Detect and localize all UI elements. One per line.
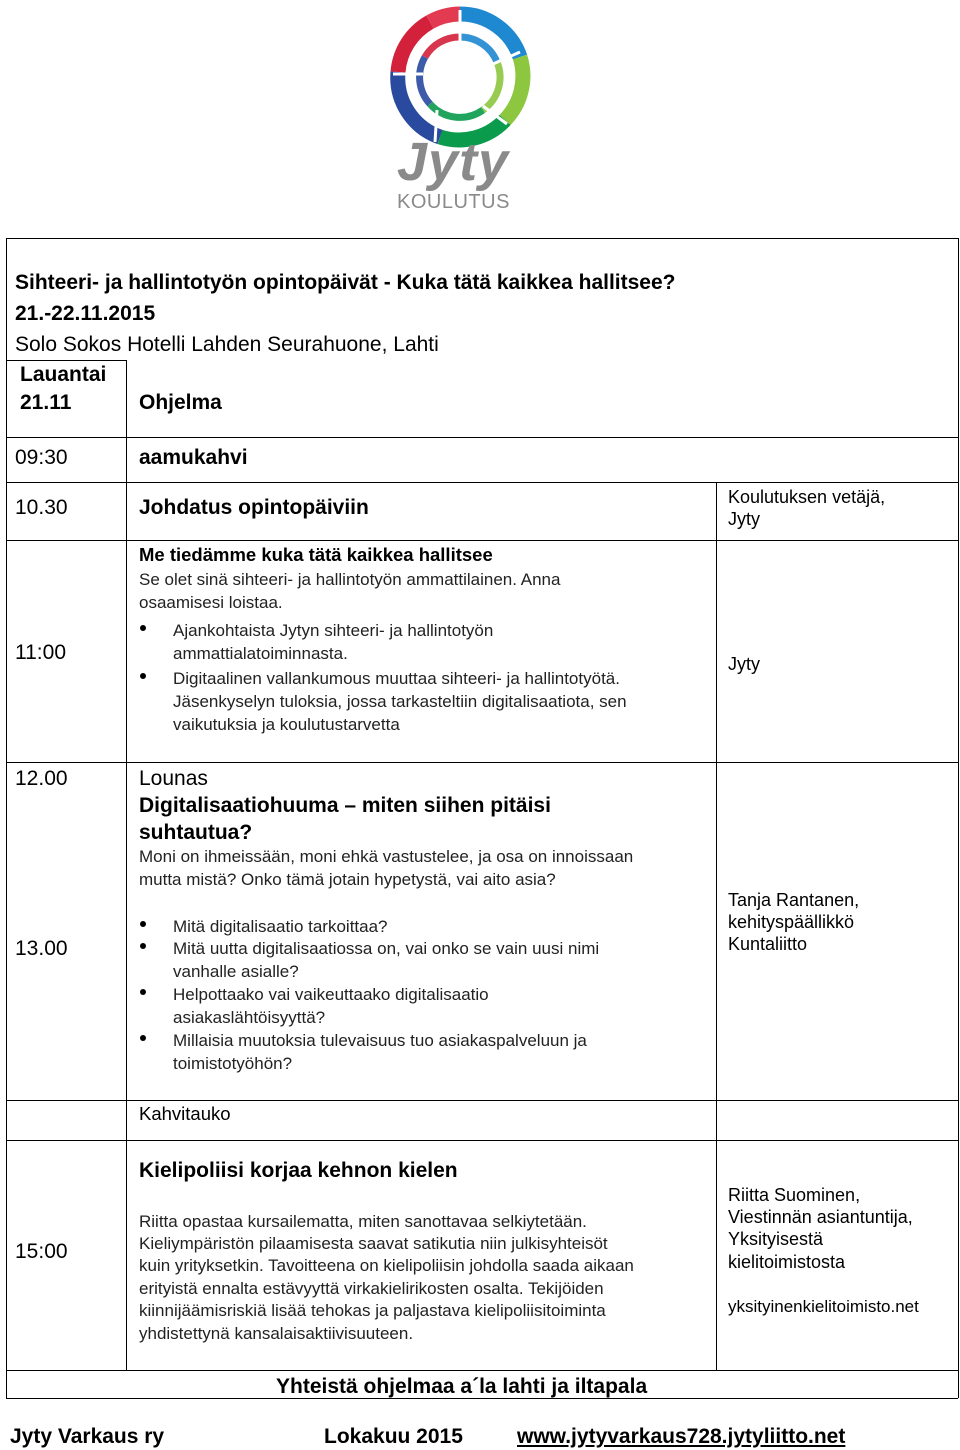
row-time: 11:00 [15, 641, 66, 664]
session-speaker: kehityspäällikkö [728, 912, 855, 932]
session-intro: mutta mistä? Onko tämä jotain hypetystä, vai aito asia? [139, 870, 556, 889]
session-bullet: Millaisia muutoksia tulevaisuus tuo asiakaspalveluun ja [173, 1031, 587, 1050]
col-divider-intro [126, 482, 127, 540]
row-host: Koulutuksen vetäjä, [728, 487, 886, 507]
col-divider-head [126, 360, 127, 437]
session-intro: Moni on ihmeissään, moni ehkä vastustelee, ja osa on innoissaan [139, 847, 634, 866]
frame-right-border [958, 238, 959, 1398]
session-intro: osaamisesi loistaa. [139, 593, 283, 612]
session-bullet: Mitä digitalisaatio tarkoittaa? [173, 917, 388, 936]
header-top-border [6, 238, 958, 239]
col-divider-s2-right [716, 762, 717, 1100]
table-bottom-border [6, 1398, 958, 1399]
row-divider [6, 1100, 958, 1101]
col-divider-s2 [126, 762, 127, 1100]
session-speaker: Kuntaliitto [728, 934, 808, 954]
frame-left-border [6, 238, 7, 1398]
session-bullet-cont: asiakaslähtöisyyttä? [173, 1008, 326, 1027]
row-title: Lounas [139, 767, 208, 790]
session-speaker: Jyty [728, 654, 761, 674]
session-bullet: Digitaalinen vallankumous muuttaa sihteeri- ja hallintotyötä. [173, 669, 620, 688]
session-speaker: Tanja Rantanen, [728, 890, 860, 910]
row-title: aamukahvi [139, 446, 248, 469]
session-speaker: Yksityisestä [728, 1229, 824, 1249]
session-bullet: Mitä uutta digitalisaatiossa on, vai onko se vain uusi nimi [173, 939, 600, 958]
session-title: Me tiedämme kuka tätä kaikkea hallitsee [139, 544, 493, 565]
row-time: 12.00 [15, 767, 68, 790]
bullet-dot [140, 625, 146, 631]
session-bullet: Helpottaako vai vaikeuttaako digitalisaatio [173, 985, 489, 1004]
footer-month: Lokakuu 2015 [324, 1425, 463, 1448]
evening-program: Yhteistä ohjelmaa a´la lahti ja iltapala [276, 1375, 648, 1398]
row-divider [6, 1140, 958, 1141]
session-text: Kieliympäristön pilaamisesta saavat satikutia niin julkisyhteisöt [139, 1234, 608, 1253]
session-title: Digitalisaatiohuuma – miten siihen pitäisi [139, 794, 551, 817]
row-divider [6, 540, 958, 541]
row-time: 10.30 [15, 496, 68, 519]
table-head-program: Ohjelma [139, 391, 222, 414]
col-divider-break-right [716, 1100, 717, 1140]
bullet-dot [140, 989, 146, 995]
row-time: 13.00 [15, 937, 68, 960]
table-head-top-line [6, 360, 126, 361]
row-time: 15:00 [15, 1240, 68, 1263]
col-divider-break [126, 1100, 127, 1140]
col-divider-s1-right [716, 540, 717, 762]
col-divider-intro-right [716, 482, 717, 540]
session-intro: Se olet sinä sihteeri- ja hallintotyön ammattilainen. Anna [139, 570, 561, 589]
bullet-dot [140, 1035, 146, 1041]
col-divider-s3-right [716, 1140, 717, 1370]
event-dates: 21.-22.11.2015 [15, 302, 156, 325]
session-bullet-cont: vaikutuksia ja koulutustarvetta [173, 715, 400, 734]
footer-website-link[interactable]: www.jytyvarkaus728.jytyliitto.net [517, 1425, 846, 1448]
row-host-org: Jyty [728, 509, 761, 529]
table-head-bottom-line [6, 437, 958, 438]
bullet-dot [140, 943, 146, 949]
session-bullet-cont: vanhalle asialle? [173, 962, 299, 981]
row-divider [6, 762, 958, 763]
table-head-date: 21.11 [20, 391, 72, 414]
col-divider-coffee [126, 437, 127, 482]
jyty-koulutus-logo [385, 2, 535, 217]
session-speaker-link[interactable]: yksityinenkielitoimisto.net [728, 1297, 919, 1316]
page-title: Sihteeri- ja hallintotyön opintopäivät - Kuka tätä kaikkea hallitsee? [15, 271, 676, 294]
row-divider [6, 1370, 958, 1371]
session-bullet-cont: toimistotyöhön? [173, 1054, 293, 1073]
session-bullet: Ajankohtaista Jytyn sihteeri- ja hallintotyön [173, 621, 494, 640]
session-text: kiinnijäämisriskiä lisää tehokas ja paljastava kielipoliisitoiminta [139, 1301, 606, 1320]
bullet-dot [140, 673, 146, 679]
row-title: Johdatus opintopäiviin [139, 496, 369, 519]
session-bullet-cont: Jäsenkyselyn tuloksia, jossa tarkasteltiin digitalisaatiota, sen [173, 692, 627, 711]
session-text: yhdistettynä kansalaisaktiivisuuteen. [139, 1324, 414, 1343]
col-divider-s1 [126, 540, 127, 762]
logo-brand-text: Jyty [397, 132, 510, 192]
session-speaker: kielitoimistosta [728, 1252, 846, 1272]
event-venue: Solo Sokos Hotelli Lahden Seurahuone, Lahti [15, 333, 439, 356]
session-speaker: Riitta Suominen, [728, 1185, 861, 1205]
row-time: 09:30 [15, 446, 68, 469]
row-divider [6, 482, 958, 483]
ring-logo-icon [385, 2, 535, 152]
row-title: Kahvitauko [139, 1103, 231, 1124]
footer-org: Jyty Varkaus ry [10, 1425, 165, 1448]
session-text: Riitta opastaa kursailematta, miten sanottavaa selkiytetään. [139, 1212, 587, 1231]
session-text: erityistä ennalta estävyyttä virkakielirikosten osalta. Tekijöiden [139, 1279, 604, 1298]
session-bullet-cont: ammattialatoiminnasta. [173, 644, 348, 663]
session-speaker: Viestinnän asiantuntija, [728, 1207, 913, 1227]
table-head-day: Lauantai [20, 363, 107, 386]
col-divider-s3 [126, 1140, 127, 1370]
bullet-dot [140, 921, 146, 927]
session-title-cont: suhtautua? [139, 821, 253, 844]
session-title: Kielipoliisi korjaa kehnon kielen [139, 1159, 458, 1182]
logo-subtitle-text: KOULUTUS [397, 191, 510, 213]
session-text: kuin yrityksetkin. Tavoitteena on kielipoliisin johdolla saada aikaan [139, 1256, 634, 1275]
